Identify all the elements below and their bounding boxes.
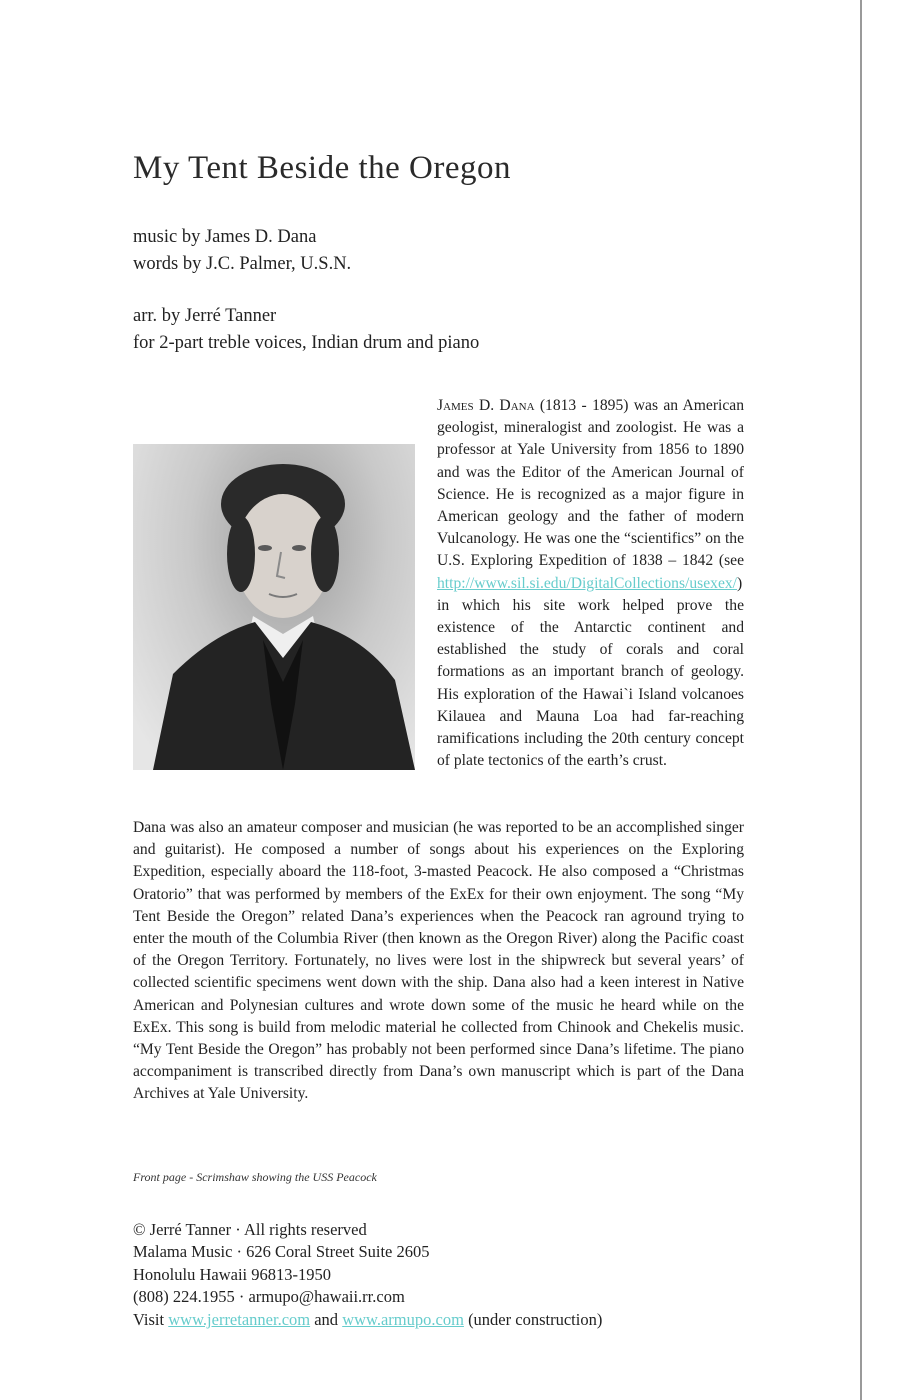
- armupo-link[interactable]: www.armupo.com: [342, 1309, 464, 1329]
- bio-name: James D. Dana: [437, 397, 535, 414]
- address-line-1: Malama Music · 626 Coral Street Suite 2605: [133, 1242, 430, 1262]
- bio-text-a: (1813 - 1895) was an American geologist, mineralogist and zoologist. He was a professor at Yale University from 1856 to 1890 and was the Editor of the American Journal of Science. He is recognized as a major figure in American geology and the father of modern Vulcanology. He was one the “scientifics” on the U.S. Exploring Expedition of 1838 – 1842 (see: [437, 397, 744, 570]
- arranger-credit: arr. by Jerré Tanner: [133, 306, 277, 326]
- jerretanner-link[interactable]: www.jerretanner.com: [168, 1309, 311, 1329]
- copyright-line: © Jerré Tanner · All rights reserved: [133, 1220, 367, 1239]
- portrait-drawing: [133, 444, 415, 770]
- page-title: My Tent Beside the Oregon: [133, 150, 512, 186]
- visit-line: [133, 1309, 602, 1331]
- right-border-rule: [860, 0, 862, 1400]
- cover-caption: Front page - Scrimshaw showing the USS Peacock: [133, 1170, 377, 1184]
- words-credit: words by J.C. Palmer, U.S.N.: [133, 254, 352, 274]
- bio-text-b: ) in which his site work helped prove the existence of the Antarctic continent and established the study of corals and coral formations as an important branch of geology. His exploration of the Hawai`i Island volcanoes Kilauea and Mauna Loa had far-reaching ramifications including the 20th century concept of plate tectonics of the earth’s crust.: [437, 574, 744, 770]
- visit-and: and: [310, 1309, 343, 1329]
- expedition-link[interactable]: http://www.sil.si.edu/DigitalCollections/usexex/: [437, 574, 738, 592]
- credits-block: [133, 224, 351, 278]
- arrangement-block: [133, 303, 479, 357]
- address-line-2: Honolulu Hawaii 96813-1950: [133, 1264, 331, 1284]
- biography-paragraph: [133, 395, 744, 776]
- history-paragraph: Dana was also an amateur composer and musician (he was reported to be an accomplished singer and guitarist). He composed a number of songs about his experiences on the Exploring Expedition, especially aboard the 118-foot, 3-masted Peacock. He also composed a “Christmas Oratorio” that was performed by members of the ExEx for their own enjoyment. The song “My Tent Beside the Oregon” related Dana’s experiences when the Peacock ran aground trying to enter the mouth of the Columbia River (then known as the Oregon River) along the Pacific coast of the Oregon Territory. Fortunately, no lives were lost in the shipwreck but several years’ of collected scientific specimens went down with the ship. Dana also had a keen interest in Native American and Polynesian cultures and wrote down some of the music he heard while on the ExEx. This song is build from melodic material he collected from Chinook and Chekelis music. “My Tent Beside the Oregon” has probably not been performed since Dana’s lifetime. The piano accompaniment is transcribed directly from Dana’s own manuscript which is part of the Dana Archives at Yale University.: [133, 819, 744, 1103]
- visit-prefix: Visit: [133, 1309, 169, 1329]
- visit-suffix: (under construction): [463, 1309, 603, 1329]
- voicing-note: for 2-part treble voices, Indian drum and piano: [133, 333, 480, 353]
- footer-contact: [133, 1219, 602, 1331]
- music-credit: music by James D. Dana: [133, 227, 317, 247]
- contact-line: (808) 224.1955 · armupo@hawaii.rr.com: [133, 1287, 405, 1307]
- portrait-image: [133, 444, 415, 770]
